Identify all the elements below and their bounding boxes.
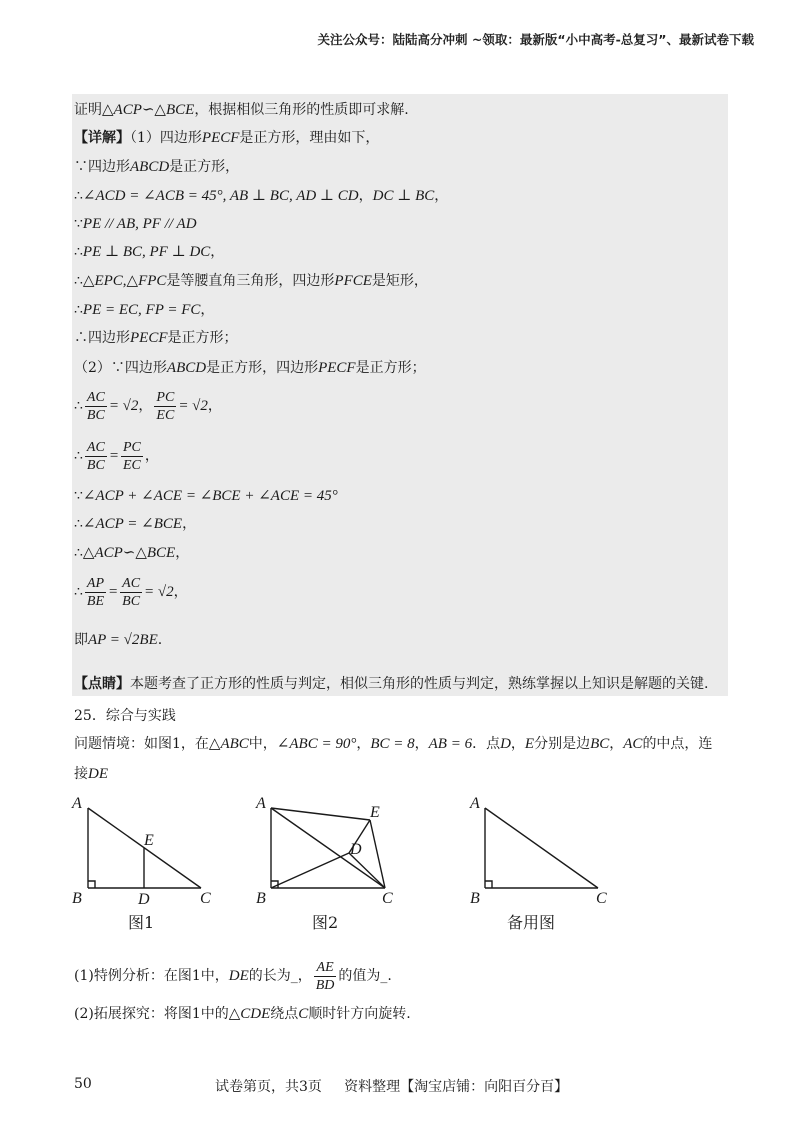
label-C: C xyxy=(382,890,393,907)
math: ∠ACD = ∠ACB = 45°, AB ⊥ BC, AD ⊥ CD xyxy=(82,188,359,204)
figure-2-caption: 图2 xyxy=(312,913,339,932)
math: = xyxy=(108,584,119,600)
text: ， xyxy=(182,516,197,532)
text: ∴四边形 xyxy=(74,330,130,346)
detail-tag: 【详解】 xyxy=(74,130,130,146)
figure-2 xyxy=(271,808,385,888)
solution-line xyxy=(74,328,238,348)
numerator: PC xyxy=(156,389,175,405)
text: ， xyxy=(207,398,222,414)
text: 证明 xyxy=(74,102,102,118)
numerator: AP xyxy=(86,575,105,591)
math: AP = √2BE xyxy=(88,632,158,648)
text: ∵ xyxy=(74,488,83,504)
text: 是正方形； xyxy=(167,330,238,346)
solution-line xyxy=(74,271,428,291)
solution-line xyxy=(74,186,448,206)
math: DE xyxy=(228,968,249,984)
text: 本题考查了正方形的性质与判定，相似三角形的性质与判定，熟练掌握以上知识是解题的关键. xyxy=(130,676,709,692)
solution-line xyxy=(74,486,338,506)
math: AC xyxy=(623,736,643,752)
denominator: BD xyxy=(315,977,335,993)
text: ∴ xyxy=(74,516,83,532)
text: ， xyxy=(200,302,215,318)
math: = √2 xyxy=(108,398,139,414)
denominator: EC xyxy=(156,407,175,423)
math: ∠ACP + ∠ACE = ∠BCE + ∠ACE = 45° xyxy=(82,488,338,504)
text: ， xyxy=(356,736,371,752)
math: PECF xyxy=(130,330,168,346)
text: ， xyxy=(434,188,449,204)
solution-line xyxy=(74,157,239,177)
math: PE = EC, FP = FC xyxy=(82,302,201,318)
text: 是矩形， xyxy=(371,273,428,289)
label-B: B xyxy=(256,890,266,907)
solution-line xyxy=(74,630,162,650)
right-angle-mark xyxy=(485,881,492,888)
text: ∴ xyxy=(74,188,83,204)
solution-line xyxy=(74,514,196,534)
label-C: C xyxy=(200,890,211,907)
math: DE xyxy=(88,766,108,782)
math: PE ⊥ BC, PF ⊥ DC xyxy=(82,244,211,260)
math: △ACP∽△BCE xyxy=(102,102,195,118)
figure-backup xyxy=(485,808,598,888)
text: ， xyxy=(510,736,525,752)
label-B: B xyxy=(470,890,480,907)
text: ， xyxy=(358,188,373,204)
text: ∵四边形 xyxy=(74,159,130,175)
question-part-2 xyxy=(74,1004,411,1024)
text: ，根据相似三角形的性质即可求解. xyxy=(194,102,409,118)
text: ， xyxy=(138,398,153,414)
text: 即 xyxy=(74,632,88,648)
math: PECF xyxy=(201,130,240,146)
denominator: BC xyxy=(86,457,105,473)
text: ∴ xyxy=(74,244,83,260)
segment-bd xyxy=(271,853,349,888)
text: ∴ xyxy=(74,545,83,561)
text: 是正方形； xyxy=(355,360,426,376)
segment-ce xyxy=(370,820,385,888)
math: PE // AB, PF // AD xyxy=(82,216,197,232)
fraction xyxy=(85,575,106,610)
label-D: D xyxy=(350,841,362,858)
numerator: PC xyxy=(122,439,141,455)
solution-line xyxy=(74,572,188,612)
math: ∠ABC = 90° xyxy=(276,736,357,752)
denominator: BE xyxy=(86,593,105,609)
math: BC xyxy=(590,736,610,752)
fraction xyxy=(85,389,107,424)
footer-text: 试卷第页，共3页 资料整理【淘宝店铺：向阳百分百】 xyxy=(215,1079,569,1095)
text: ， xyxy=(609,736,624,752)
numerator: AC xyxy=(86,439,105,455)
math: = √2 xyxy=(178,398,208,414)
text: 接 xyxy=(74,766,88,782)
label-D: D xyxy=(138,891,150,908)
text: （2）∵四边形 xyxy=(74,360,167,376)
text: (2)拓展探究：将图1中的 xyxy=(74,1006,229,1022)
text: 是正方形，四边形 xyxy=(206,360,319,376)
numerator: AE xyxy=(314,959,337,977)
question-line xyxy=(74,734,712,754)
label-A: A xyxy=(470,795,480,812)
text: ， xyxy=(414,736,429,752)
text: (1)特例分析：在图1中， xyxy=(74,968,229,984)
segment-dc xyxy=(349,853,385,888)
math: ∠ACP = ∠BCE xyxy=(82,516,183,532)
math: ABCD xyxy=(130,159,170,175)
text: 绕点 xyxy=(270,1006,299,1022)
text: ∴ xyxy=(74,584,83,600)
fraction xyxy=(154,389,176,424)
text: ， xyxy=(173,584,188,600)
math: = xyxy=(108,448,119,464)
comment-tag: 【点睛】 xyxy=(74,676,130,692)
text: ， xyxy=(210,244,225,260)
solution-line xyxy=(74,358,426,378)
numerator: AC xyxy=(86,389,105,405)
math: = √2 xyxy=(144,584,174,600)
label-E: E xyxy=(370,804,380,821)
solution-line xyxy=(74,543,189,563)
segment-ac xyxy=(485,808,598,888)
math: △ABC xyxy=(208,736,249,752)
text: 是正方形， xyxy=(169,159,240,175)
text: 顺时针方向旋转. xyxy=(308,1006,411,1022)
denominator: EC xyxy=(122,457,141,473)
math: ABCD xyxy=(166,360,207,376)
text: ∴ xyxy=(74,448,83,464)
fraction xyxy=(121,439,143,474)
math: BC = 8 xyxy=(370,736,415,752)
text: ∴ xyxy=(74,398,83,414)
text: 的长为_， xyxy=(248,968,312,984)
denominator: BC xyxy=(86,407,105,423)
math: △ACP∽△BCE xyxy=(82,545,176,561)
math: PECF xyxy=(318,360,356,376)
math: DC ⊥ BC xyxy=(372,188,435,204)
label-A: A xyxy=(72,795,82,812)
solution-line xyxy=(74,436,159,476)
label-A: A xyxy=(256,795,266,812)
label-B: B xyxy=(72,890,82,907)
fraction xyxy=(120,575,142,610)
math: AB = 6 xyxy=(428,736,473,752)
solution-line xyxy=(74,214,197,234)
text: ∵ xyxy=(74,216,83,232)
solution-line xyxy=(74,100,409,120)
text: 的值为_. xyxy=(338,968,392,984)
solution-line xyxy=(74,300,214,320)
text: 分别是边 xyxy=(534,736,591,752)
fraction xyxy=(314,959,337,994)
solution-line xyxy=(74,242,224,262)
solution-line xyxy=(74,128,379,148)
geometry-figures xyxy=(60,790,640,940)
denominator: BC xyxy=(122,593,141,609)
math: △CDE xyxy=(228,1006,271,1022)
right-angle-mark xyxy=(88,881,95,888)
question-line xyxy=(74,764,108,784)
text: . xyxy=(157,632,163,648)
label-E: E xyxy=(144,832,154,849)
text: （1）四边形 xyxy=(130,130,202,146)
question-part-1 xyxy=(74,956,392,996)
text: ， xyxy=(144,448,159,464)
math: PFCE xyxy=(334,273,372,289)
text: 是等腰直角三角形，四边形 xyxy=(166,273,335,289)
text: ， xyxy=(175,545,190,561)
fraction xyxy=(85,439,107,474)
solution-line xyxy=(74,674,708,694)
math: C xyxy=(298,1006,309,1022)
text: 的中点，连 xyxy=(642,736,713,752)
math: △EPC,△FPC xyxy=(82,273,167,289)
label-C: C xyxy=(596,890,607,907)
math: E xyxy=(524,736,535,752)
figure-backup-caption: 备用图 xyxy=(507,913,556,932)
text: ∴ xyxy=(74,302,83,318)
question-title: 25．综合与实践 xyxy=(74,708,176,724)
page-number: 50 xyxy=(74,1076,92,1092)
text: ∴ xyxy=(74,273,83,289)
figure-1-caption: 图1 xyxy=(128,913,155,932)
numerator: AC xyxy=(122,575,141,591)
text: 问题情境：如图1，在 xyxy=(74,736,209,752)
text: 中， xyxy=(248,736,277,752)
math: D xyxy=(500,736,511,752)
solution-line xyxy=(74,386,222,426)
page-header: 关注公众号：陆陆高分冲刺 ~领取：最新版“小中高考-总复习”、最新试卷下载 xyxy=(317,32,754,47)
text: 是正方形，理由如下， xyxy=(239,130,380,146)
text: ．点 xyxy=(472,736,501,752)
